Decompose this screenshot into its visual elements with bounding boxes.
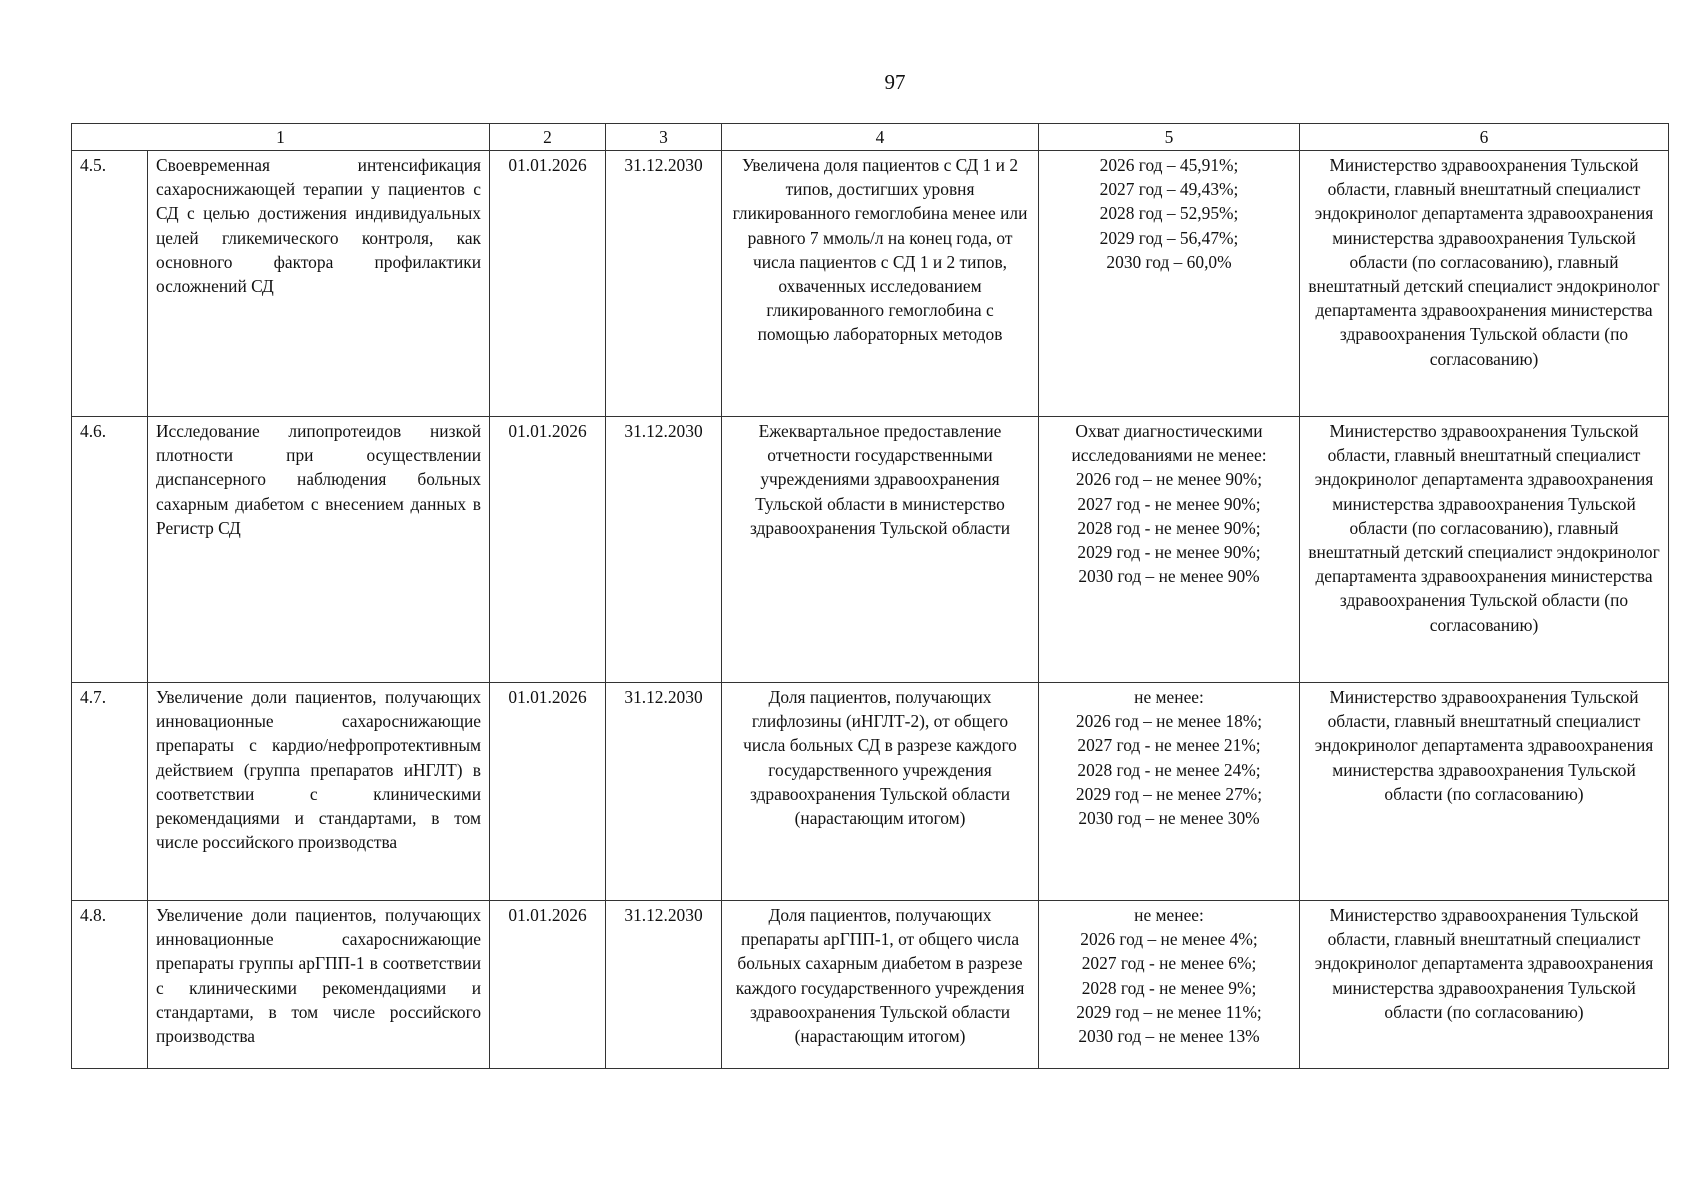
indicators	[1039, 151, 1300, 417]
row-number: 4.7.	[72, 683, 148, 901]
indicators	[1039, 417, 1300, 683]
indicator-line: Охват диагностическими исследованиями не менее:	[1071, 421, 1267, 466]
column-header-3: 3	[606, 124, 722, 151]
start-date: 01.01.2026	[490, 151, 606, 417]
indicator-line: 2028 год - не менее 9%;	[1081, 977, 1257, 998]
page-number: 97	[884, 70, 906, 94]
table-row	[72, 683, 1669, 901]
indicator-line: 2027 год - не менее 6%;	[1081, 953, 1257, 974]
indicator-line: 2029 год – не менее 11%;	[1076, 1001, 1262, 1022]
indicator-line: 2030 год – не менее 90%	[1078, 566, 1260, 587]
responsible-party: Министерство здравоохранения Тульской области, главный внештатный специалист эндокринолог департамента здравоохранения министерства здравоохранения Тульской области (по согласованию)	[1300, 901, 1669, 1069]
measure-name: Исследование липопротеидов низкой плотности при осуществлении диспансерного наблюдения больных сахарным диабетом с внесением данных в Регистр СД	[148, 417, 490, 683]
indicator-line: 2026 год – не менее 90%;	[1075, 469, 1263, 490]
indicator-line: 2026 год – не менее 4%;	[1080, 929, 1258, 950]
responsible-party: Министерство здравоохранения Тульской области, главный внештатный специалист эндокринолог департамента здравоохранения министерства здравоохранения Тульской области (по согласованию)	[1300, 683, 1669, 901]
indicator-line: 2028 год – 52,95%;	[1099, 203, 1239, 224]
indicator-line: 2027 год - не менее 90%;	[1077, 493, 1261, 514]
indicator-line: 2026 год – 45,91%;	[1099, 155, 1239, 175]
indicators	[1039, 683, 1300, 901]
indicator-line: 2028 год - не менее 90%;	[1077, 517, 1261, 538]
end-date: 31.12.2030	[606, 417, 722, 683]
indicator-line: 2030 год – не менее 13%	[1078, 1026, 1260, 1047]
indicator-line: 2026 год – не менее 18%;	[1075, 711, 1263, 732]
indicator-line: 2030 год – не менее 30%	[1078, 808, 1260, 829]
column-header-6: 6	[1300, 124, 1669, 151]
indicator-line: 2027 год – 49,43%;	[1099, 179, 1239, 200]
start-date: 01.01.2026	[490, 901, 606, 1069]
responsible-party: Министерство здравоохранения Тульской области, главный внештатный специалист эндокринолог департамента здравоохранения министерства здравоохранения Тульской области (по согласованию), главный внештатный детский специалист эндокринолог департамента здравоохранения министерства здравоохранения Тульской области (по согласованию)	[1300, 417, 1669, 683]
indicator-line: 2030 год – 60,0%	[1106, 251, 1232, 272]
row-number: 4.6.	[72, 417, 148, 683]
table-row	[72, 417, 1669, 683]
indicator-line: 2029 год – 56,47%;	[1099, 227, 1239, 248]
table-row	[72, 901, 1669, 1069]
row-number: 4.5.	[72, 151, 148, 417]
indicator-line: 2029 год - не менее 90%;	[1077, 542, 1261, 563]
column-header-4: 4	[722, 124, 1039, 151]
indicator-line: 2029 год – не менее 27%;	[1075, 783, 1263, 804]
indicator-line: не менее:	[1134, 687, 1204, 707]
measure-name: Увеличение доли пациентов, получающих инновационные сахароснижающие препараты с кардио/нефропротективным действием (группа препаратов иНГЛТ) в соответствии с клиническими рекомендациями и стандартами, в том числе российского производства	[148, 683, 490, 901]
indicator-line: 2027 год - не менее 21%;	[1077, 735, 1261, 756]
end-date: 31.12.2030	[606, 683, 722, 901]
indicator-line: не менее:	[1134, 905, 1204, 925]
table-row	[72, 151, 1669, 417]
measures-table	[71, 123, 1669, 1069]
expected-result: Увеличена доля пациентов с СД 1 и 2 типов, достигших уровня гликированного гемоглобина менее или равного 7 ммоль/л на конец года, от числа пациентов с СД 1 и 2 типов, охваченных исследованием гликированного гемоглобина с помощью лабораторных методов	[722, 151, 1039, 417]
column-header-5: 5	[1039, 124, 1300, 151]
responsible-party: Министерство здравоохранения Тульской области, главный внештатный специалист эндокринолог департамента здравоохранения министерства здравоохранения Тульской области (по согласованию), главный внештатный детский специалист эндокринолог департамента здравоохранения министерства здравоохранения Тульской области (по согласованию)	[1300, 151, 1669, 417]
column-header-2: 2	[490, 124, 606, 151]
expected-result: Ежеквартальное предоставление отчетности государственными учреждениями здравоохранения Тульской области в министерство здравоохранения Тульской области	[722, 417, 1039, 683]
table-header-row	[72, 124, 1669, 151]
start-date: 01.01.2026	[490, 417, 606, 683]
expected-result: Доля пациентов, получающих препараты арГПП-1, от общего числа больных сахарным диабетом в разрезе каждого государственного учреждения здравоохранения Тульской области (нарастающим итогом)	[722, 901, 1039, 1069]
end-date: 31.12.2030	[606, 151, 722, 417]
row-number: 4.8.	[72, 901, 148, 1069]
expected-result: Доля пациентов, получающих глифлозины (иНГЛТ-2), от общего числа больных СД в разрезе каждого государственного учреждения здравоохранения Тульской области (нарастающим итогом)	[722, 683, 1039, 901]
start-date: 01.01.2026	[490, 683, 606, 901]
end-date: 31.12.2030	[606, 901, 722, 1069]
column-header-1: 1	[72, 124, 490, 151]
indicators	[1039, 901, 1300, 1069]
measure-name: Своевременная интенсификация сахароснижающей терапии у пациентов с СД с целью достижения индивидуальных целей гликемического контроля, как основного фактора профилактики осложнений СД	[148, 151, 490, 417]
measure-name: Увеличение доли пациентов, получающих инновационные сахароснижающие препараты группы арГПП-1 в соответствии с клиническими рекомендациями и стандартами, в том числе российского производства	[148, 901, 490, 1069]
indicator-line: 2028 год - не менее 24%;	[1077, 759, 1261, 780]
